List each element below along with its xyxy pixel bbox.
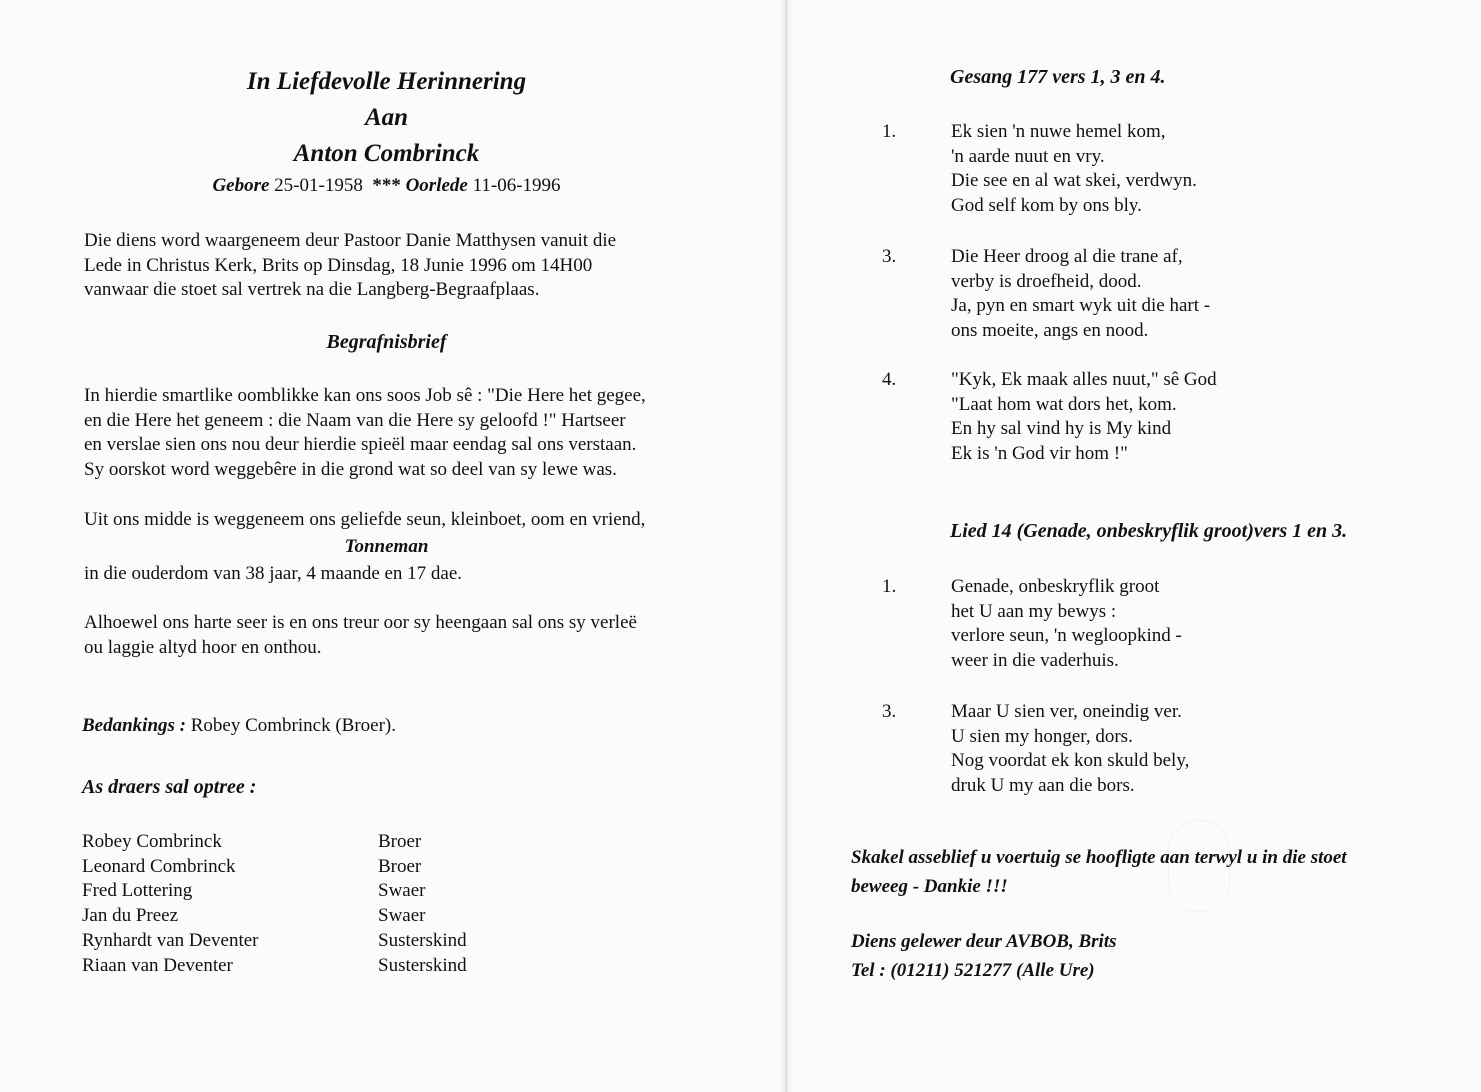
life-dates — [84, 175, 689, 197]
begrafnisbrief-paragraph-2-line-3: in die ouderdom van 38 jaar, 4 maande en 17 dae. — [84, 563, 463, 584]
bearer-relation: Swaer — [378, 905, 426, 927]
thanks-text: Robey Combrinck (Broer). — [190, 715, 397, 736]
verse-number: 4. — [882, 369, 897, 390]
hymn-1-title: Gesang 177 vers 1, 3 en 4. — [950, 66, 1166, 88]
verse-number: 1. — [882, 121, 897, 142]
table-row — [82, 855, 467, 880]
fold-crease — [786, 0, 787, 1092]
paragraph-line: In hierdie smartlike oomblikke kan ons soos Job sê : "Die Here het gegee, — [84, 385, 646, 406]
bearer-name: Rynhardt van Deventer — [82, 929, 259, 951]
bearer-relation: Susterskind — [378, 929, 467, 951]
verse-line: Ek is 'n God vir hom !" — [951, 443, 1128, 465]
date-separator: *** — [372, 175, 401, 196]
bearer-name: Robey Combrinck — [82, 831, 222, 852]
verse-line: 'n aarde nuut en vry. — [951, 145, 1105, 167]
deceased-name: Anton Combrinck — [293, 140, 480, 167]
bearer-name: Fred Lottering — [82, 880, 193, 902]
bearer-relation: Swaer — [378, 880, 426, 902]
verse-line: Die Heer droog al die trane af, — [951, 246, 1183, 267]
verse-line: verlore seun, 'n wegloopkind - — [951, 625, 1182, 647]
paragraph-line: en die Here het geneem : die Naam van die Here sy geloofd !" Hartseer — [84, 409, 626, 431]
verse-number: 3. — [882, 246, 897, 267]
bearers-table — [82, 830, 467, 978]
verse-line: ons moeite, angs en nood. — [951, 320, 1149, 342]
undertaker-info — [851, 927, 1117, 985]
verse-line: weer in die vaderhuis. — [951, 650, 1119, 672]
memorial-heading-aan: Aan — [364, 104, 409, 131]
paragraph-line: Alhoewel ons harte seer is en ons treur oor sy heengaan sal ons sy verleë — [84, 612, 637, 633]
service-line: Lede in Christus Kerk, Brits op Dinsdag, 18 Junie 1996 om 14H00 — [84, 254, 593, 276]
undertaker-line: Diens gelewer deur AVBOB, Brits — [851, 931, 1117, 952]
died-date: 11-06-1996 — [472, 175, 561, 196]
bearer-name: Jan du Preez — [82, 905, 179, 927]
verse-line: U sien my honger, dors. — [951, 725, 1133, 747]
verse-line: En hy sal vind hy is My kind — [951, 418, 1172, 440]
table-row — [82, 904, 467, 929]
verse-line: Ek sien 'n nuwe hemel kom, — [951, 121, 1166, 142]
verse-line: Die see en al wat skei, verdwyn. — [951, 170, 1197, 192]
table-row — [82, 929, 467, 954]
died-label: Oorlede — [405, 175, 468, 196]
verse-number: 1. — [882, 576, 897, 597]
verse-line: Ja, pyn en smart wyk uit die hart - — [951, 295, 1211, 317]
born-label: Gebore — [212, 175, 270, 196]
begrafnisbrief-paragraph-2-line-1: Uit ons midde is weggeneem ons geliefde seun, kleinboet, oom en vriend, — [84, 509, 646, 530]
bearer-name: Riaan van Deventer — [82, 954, 233, 976]
memorial-heading: In Liefdevolle Herinnering — [246, 68, 527, 95]
bearer-relation: Broer — [378, 855, 422, 877]
service-line: vanwaar die stoet sal vertrek na die Langberg-Begraafplaas. — [84, 279, 540, 301]
paragraph-line: ou laggie altyd hoor en onthou. — [84, 636, 322, 658]
table-row — [82, 879, 467, 904]
verse-line: verby is droefheid, dood. — [951, 270, 1142, 292]
verse-line: Genade, onbeskryflik groot — [951, 576, 1160, 597]
notice-line: Skakel asseblief u voertuig se hoofligte aan terwyl u in die stoet — [851, 847, 1347, 868]
headlights-notice — [851, 843, 1347, 901]
bearer-name: Leonard Combrinck — [82, 855, 236, 877]
bearer-relation: Broer — [378, 831, 422, 852]
verse-line: "Laat hom wat dors het, kom. — [951, 393, 1177, 415]
page-fold — [781, 0, 793, 1092]
paragraph-line: en verslae sien ons nou deur hierdie spieël maar eendag sal ons verstaan. — [84, 434, 637, 456]
table-row — [82, 830, 467, 855]
bearer-relation: Susterskind — [378, 954, 467, 976]
service-line: Die diens word waargeneem deur Pastoor Danie Matthysen vanuit die — [84, 230, 617, 251]
born-date: 25-01-1958 — [274, 175, 363, 196]
bearers-title: As draers sal optree : — [82, 776, 257, 798]
undertaker-phone: Tel : (01211) 521277 (Alle Ure) — [851, 960, 1095, 981]
begrafnisbrief-title: Begrafnisbrief — [326, 331, 447, 353]
verse-line: "Kyk, Ek maak alles nuut," sê God — [951, 369, 1217, 390]
begrafnisbrief-paragraph-3 — [84, 611, 637, 660]
thanks-line — [82, 714, 396, 739]
notice-line: beweeg - Dankie !!! — [851, 876, 1008, 897]
begrafnisbrief-paragraph-1 — [84, 384, 646, 483]
service-paragraph — [84, 229, 616, 303]
verse-line: het U aan my bewys : — [951, 600, 1117, 622]
nickname: Tonneman — [344, 536, 429, 557]
verse-line: Nog voordat ek kon skuld bely, — [951, 750, 1190, 772]
verse-line: druk U my aan die bors. — [951, 775, 1135, 797]
thanks-label: Bedankings : — [82, 715, 186, 736]
hymn-2-title: Lied 14 (Genade, onbeskryflik groot)vers 1 en 3. — [950, 520, 1348, 542]
verse-line: Maar U sien ver, oneindig ver. — [951, 701, 1182, 722]
table-row — [82, 954, 467, 979]
verse-number: 3. — [882, 701, 897, 722]
verse-line: God self kom by ons bly. — [951, 195, 1142, 217]
paragraph-line: Sy oorskot word weggebêre in die grond wat so deel van sy lewe was. — [84, 459, 617, 481]
